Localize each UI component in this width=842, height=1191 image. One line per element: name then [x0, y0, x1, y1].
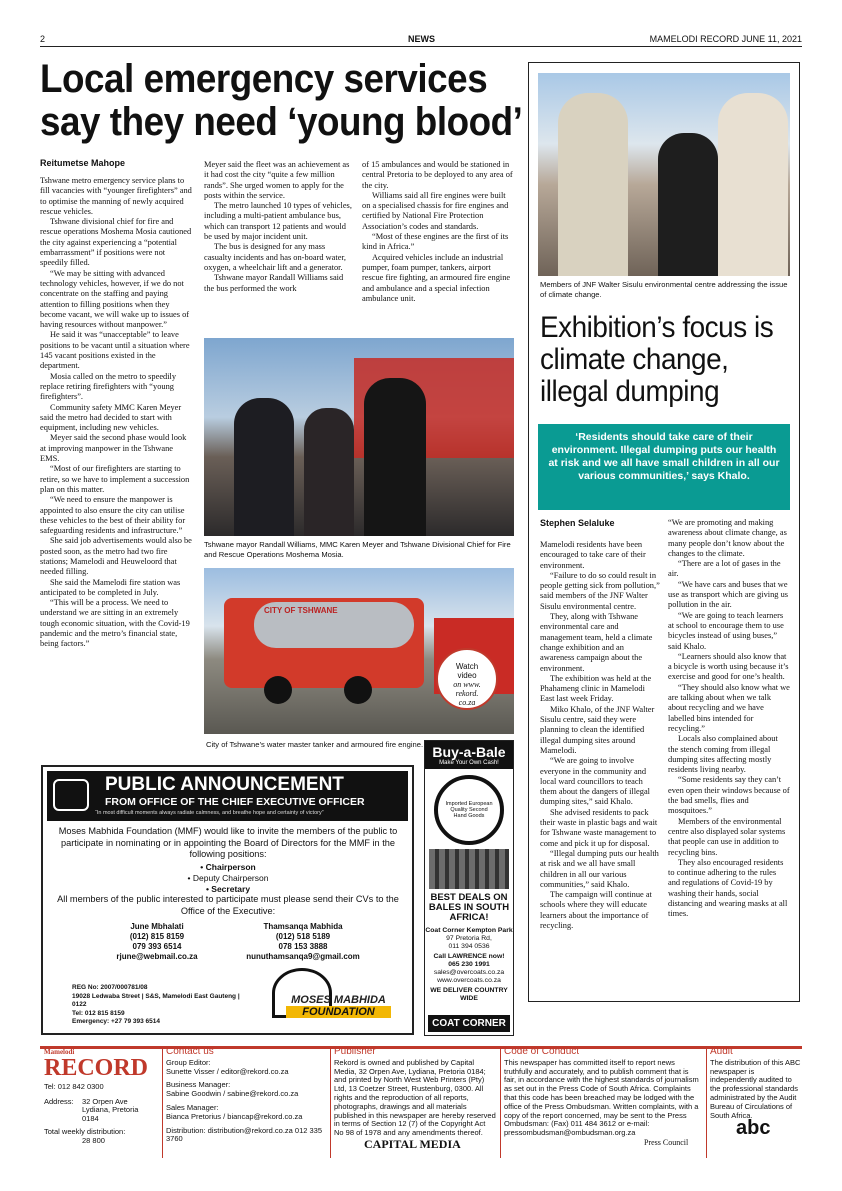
ad-address: 19028 Ledwaba Street | S&S, Mamelodi East Gauteng | 0122: [72, 992, 240, 1008]
ad-tel: Tel: 012 815 8159: [72, 1009, 125, 1017]
article-paragraph: Tshwane metro emergency service plans to fill vacancies with “younger firefighters” and to optimise the manning of newly acquired rescue vehicles.: [40, 176, 192, 216]
article-paragraph: “Most of these engines are the first of its kind in Africa.”: [362, 232, 509, 252]
wheel: [264, 676, 292, 704]
article-paragraph: She said the Mamelodi fire station was anticipated to be completed in July.: [40, 577, 181, 597]
code-text: This newspaper has committed itself to report news truthfully and accurately, and to publish comment that is fair, in accordance with the highest standards of journalism as set out in the Press Code of South Africa. Complaints that this code has been breached may be lodged with the office of the Press Ombudsman. Written complaints, with a copy of the report concerned, may be sent to the Press Ombudsman: (Fax) 011 484 3612 or e-mail: pressombudsman@ombudsman.org.za: [504, 1057, 699, 1138]
headline-line-2: say they need ‘young blood’: [40, 100, 523, 144]
logo-text: FOUNDATION: [286, 1006, 391, 1018]
badge-line: rekord.: [455, 689, 479, 698]
footer-masthead: [44, 1048, 156, 1146]
bale-contacts: [425, 927, 513, 1003]
article-paragraph: “This will be a process. We need to understand we are sitting in an extremely tough economic situation, with the Covid-19 pandemic and the metro’s financial state, being factors.”: [40, 598, 190, 649]
tanker-drum: CITY OF TSHWANE: [254, 602, 414, 648]
officials-photo: [204, 338, 514, 536]
badge-line: co.za: [458, 698, 476, 707]
section-label: NEWS: [408, 34, 435, 44]
person-silhouette: [558, 93, 628, 276]
person-silhouette: [658, 133, 718, 276]
article-paragraph: “Learners should also know that a bicycle is worth using because it’s exercise and good for one’s health.: [668, 651, 789, 682]
ad-intro: Moses Mabhida Foundation (MMF) would like to invite the members of the public to participate in nominating or in appointing the Board of Directors for the MMF in the following positions:: [58, 826, 398, 859]
distribution-label: Total weekly distribution:: [44, 1126, 126, 1136]
jnf-caption: Members of JNF Walter Sisulu environmental centre addressing the issue of climate change.: [540, 280, 788, 299]
main-column-1: [40, 176, 192, 756]
article-paragraph: Acquired vehicles include an industrial pumper, foam pumper, tankers, airport rescue fire fighting, an armoured fire engine and ambulance and a special infection ambulance unit.: [362, 252, 511, 303]
footer-publisher: [334, 1048, 496, 1149]
logo-text: MOSES MABHIDA: [291, 994, 386, 1006]
badge-line: on www.: [453, 680, 481, 689]
bale-deliver: WE DELIVER COUNTRY WIDE: [430, 987, 508, 1002]
publisher-title: Publisher: [334, 1046, 376, 1057]
article-paragraph: The exhibition was held at the Phahameng clinic in Mamelodi East last week Friday.: [540, 673, 652, 704]
article-paragraph: “They should also know what we are talking about when we talk about recycling and we have labelled bins intended for recycling.”: [668, 682, 790, 733]
article-paragraph: of 15 ambulances and would be stationed in central Pretoria to be deployed to any area of the city.: [362, 160, 513, 190]
distribution-value: 28 800: [82, 1135, 105, 1145]
ad-subtitle: FROM OFFICE OF THE CHIEF EXECUTIVE OFFICER: [105, 796, 365, 808]
article-paragraph: “We may be sitting with advanced technology vehicles, however, if we do not concentrate on the staffing and paying attention to filling positions when they become vacant, we will wake up to issues of having resources without manpower.”: [40, 268, 190, 330]
business-manager[interactable]: Sabine Goodwin / sabine@rekord.co.za: [166, 1089, 299, 1099]
page-number: 2: [40, 34, 46, 44]
bale-call: Call LAWRENCE now!: [433, 953, 505, 960]
buy-a-bale-ad: [424, 740, 514, 1036]
article-paragraph: “We are going to teach learners at school to encourage them to use bicycles instead of using buses,” said Khalo.: [668, 610, 784, 651]
record-logo: RECORD: [44, 1054, 149, 1081]
contact-email[interactable]: rjune@webmail.co.za: [116, 952, 198, 961]
side-column-2: [668, 518, 790, 998]
article-paragraph: She advised residents to pack their waste in plastic bags and wait for Tshwane waste management to come and pick it up for disposal.: [540, 807, 658, 848]
megaphone-icon: [53, 779, 89, 811]
jnf-members-photo: [538, 73, 790, 276]
audit-text: The distribution of this ABC newspaper is independently audited to the professional standards administrated by the Audit Bureau of Circulations of South Africa.: [710, 1057, 801, 1120]
bale-address: 97 Pretoria Rd,: [446, 935, 492, 942]
article-paragraph: They also encouraged residents to continue adhering to the rules and regulations of Covid-19 by washing their hands, social distancing and wearing masks at all times.: [668, 857, 788, 919]
pull-quote: ‘Residents should take care of their environment. Illegal dumping puts our health at risk and we all have small children in all our various communities,’ says Khalo.: [538, 424, 790, 510]
address-lines: [82, 1098, 138, 1124]
business-manager-label: Business Manager:: [166, 1080, 231, 1090]
article-paragraph: The bus is designed for any mass casualty incidents and has on-board water, oxygen, a wheelchair lift and a generator.: [204, 242, 346, 272]
bale-mobile: 065 230 1991: [448, 961, 490, 968]
footer-address: [44, 1098, 156, 1124]
contact-tel: (012) 815 8159: [129, 932, 185, 941]
position-item: • Chairperson: [200, 862, 256, 872]
side-byline: Stephen Selaluke: [540, 518, 615, 528]
footer-tel: Tel: 012 842 0300: [44, 1081, 104, 1091]
ad-title: PUBLIC ANNOUNCEMENT: [105, 774, 344, 795]
article-paragraph: “There are a lot of gases in the air.: [668, 559, 781, 579]
badge-line: video: [457, 671, 477, 680]
contact-june: [92, 922, 222, 962]
footer-code: [504, 1048, 702, 1148]
article-paragraph: Mosia called on the metro to speedily replace retiring firefighters with “young firefighters”.: [40, 371, 177, 402]
ad-banner: [47, 771, 408, 821]
headline-line-1: Local emergency services: [40, 57, 488, 101]
bale-title: Buy-a-Bale: [432, 744, 506, 760]
sales-manager[interactable]: Bianca Pretorius / biancap@rekord.co.za: [166, 1111, 303, 1121]
ad-registration: [72, 984, 247, 1027]
bale-tag: Make Your Own Cash!: [439, 760, 499, 766]
article-paragraph: Miko Khalo, of the JNF Walter Sisulu centre, said they were planning to clean the identified illegal dumping sites around Mamelodi.: [540, 704, 655, 755]
article-paragraph: Tshwane divisional chief for fire and rescue operations Moshema Mosia cautioned the city against experiencing a “potential embarrassment” if positions were not speedily filled.: [40, 217, 192, 268]
press-council-logo: Press Council: [644, 1137, 689, 1147]
article-paragraph: “We are going to involve everyone in the community and local ward councillors to teach them about the dangers of illegal dumping sites,” said Khalo.: [540, 756, 651, 807]
group-editor-label: Group Editor:: [166, 1057, 211, 1067]
quality-seal: Imported European Quality Second Hand Goods: [434, 775, 504, 845]
tanker-caption: City of Tshwane’s water master tanker and armoured fire engine.: [206, 740, 424, 749]
article-paragraph: “We have cars and buses that we use as transport which are giving us pollution in the air.: [668, 579, 789, 610]
article-paragraph: She said job advertisements would also be posted soon, as the metro had two fire stations; Mamelodi and Heuweloord that needed filling.: [40, 536, 192, 577]
sales-manager-label: Sales Manager:: [166, 1102, 219, 1112]
side-headline: Exhibition’s focus is climate change, illegal dumping: [540, 311, 774, 408]
article-paragraph: Members of the environmental centre also displayed solar systems that people can use in addition to recycling bins.: [668, 816, 786, 857]
ad-emergency: Emergency: +27 79 393 6514: [72, 1018, 160, 1025]
footer-separator: [162, 1048, 163, 1158]
footer-contact: [166, 1048, 324, 1144]
article-paragraph: “We are promoting and making awareness about climate change, as many people don’t know about the changes to the climate.: [668, 518, 787, 558]
contact-thamsanqa: [228, 922, 378, 962]
main-column-3: [362, 160, 514, 336]
wheel: [344, 676, 372, 704]
publisher-text: Rekord is owned and published by Capital Media, 32 Orpen Ave, Lydiana, Pretoria 0184; and printed by North West Web Printers (Pty) Ltd, 13 Coetzer Street, Rustenburg, 0300. All rights and the reproduction of all reports, photographs, drawings and all materials published in this newspaper are hereby reserved in terms of Section 12 (7) of the Copyright Act No 98 of 1978 and any amendments thereof.: [334, 1057, 496, 1138]
article-paragraph: Mamelodi residents have been encouraged to take care of their environment.: [540, 540, 646, 570]
reg-no: REG No: 2007/000781/08: [72, 984, 148, 991]
bale-tel: 011 394 0536: [448, 943, 490, 950]
main-column-2: [204, 160, 352, 336]
masthead-date: MAMELODI RECORD JUNE 11, 2021: [649, 34, 802, 44]
article-paragraph: Locals also complained about the stench coming from illegal dumping sites affecting mostly residents living nearby.: [668, 734, 778, 775]
address-line: 32 Orpen Ave: [82, 1096, 128, 1106]
article-paragraph: “Illegal dumping puts our health at risk and we all have small children in all our various communities,” said Khalo.: [540, 848, 659, 889]
address-line: Lydiana, Pretoria: [82, 1105, 139, 1115]
article-paragraph: Williams said all fire engines were built on a specialised chassis for fire engines and certified by National Fire Protection Association’s codes and standards.: [362, 190, 509, 231]
bales-image: [429, 849, 509, 889]
article-paragraph: “Some residents say they can’t even open their windows because of the bad smells, flies and mosquitoes.”: [668, 775, 790, 816]
main-byline: Reitumetse Mahope: [40, 158, 126, 168]
article-paragraph: The campaign will continue at schools where they will educate learners about the importance of recycling.: [540, 890, 652, 930]
badge-line: Watch: [455, 662, 479, 671]
article-paragraph: Meyer said the second phase would look at improving manpower in the Tshwane EMS.: [40, 433, 187, 464]
contact-tel: 079 393 6514: [132, 942, 182, 951]
article-paragraph: He said it was “unacceptable” to leave positions to be vacant until a situation where 145 vacant positions existed in the department.: [40, 330, 190, 371]
contact-tel: 078 153 3888: [278, 942, 328, 951]
article-paragraph: They, along with Tshwane environmental care and management team, held a climate change exhibition and an awareness campaign about the environment.: [540, 612, 653, 673]
position-item: • Secretary: [205, 884, 251, 894]
article-paragraph: Meyer said the fleet was an achievement as it had cost the city “quite a few million rands”. She urged women to apply for the posts within the service.: [204, 160, 350, 200]
footer-separator: [330, 1048, 331, 1158]
header-rule: [40, 46, 802, 47]
footer-separator: [706, 1048, 707, 1158]
article-paragraph: “Most of our firefighters are starting to retire, so we have to implement a succession plan on this matter.: [40, 464, 190, 494]
code-title: Code of Conduct: [504, 1046, 580, 1057]
bale-email[interactable]: sales@overcoats.co.za: [433, 969, 505, 976]
mmf-logo: [286, 994, 391, 1018]
person-silhouette: [234, 398, 294, 536]
person-silhouette: [304, 408, 354, 536]
person-silhouette: [718, 93, 788, 276]
ad-cv-text: All members of the public interested to participate must please send their CVs to the Office of the Executive:: [57, 894, 399, 916]
main-headline: [40, 57, 523, 144]
officials-caption: Tshwane mayor Randall Williams, MMC Karen Meyer and Tshwane Divisional Chief for Fire and Rescue Operations Moshema Mosia.: [204, 540, 511, 559]
bale-web[interactable]: www.overcoats.co.za: [437, 977, 501, 984]
contact-email[interactable]: nunuthamsanqa9@gmail.com: [246, 952, 360, 961]
bale-store: Coat Corner Kempton Park: [425, 927, 513, 934]
address-line: 0184: [82, 1114, 99, 1124]
article-paragraph: “Failure to do so could result in people getting sick from pollution,” said members of the JNF Walter Sisulu environmental centre.: [540, 570, 660, 611]
article-paragraph: The metro launched 10 types of vehicles, including a multi-patient ambulance bus, which can transport 12 patients and would be used by major incident unit.: [204, 201, 352, 242]
watch-video-badge[interactable]: [436, 648, 498, 710]
audit-title: Audit: [710, 1046, 733, 1057]
contact-tel: (012) 518 5189: [275, 932, 331, 941]
bale-header: [425, 741, 513, 769]
ad-positions: [56, 862, 400, 895]
tanker-photo: [204, 568, 514, 734]
footer-separator: [500, 1048, 501, 1158]
side-column-1: [540, 540, 660, 998]
abc-logo: abc: [736, 1117, 771, 1140]
footer-audit: [710, 1046, 802, 1140]
distribution-contact[interactable]: Distribution: distribution@rekord.co.za 012 335 3760: [166, 1125, 323, 1144]
logo-small: Mamelodi: [44, 1048, 75, 1056]
contact-name: June Mbhalati: [130, 922, 184, 931]
contact-name: Thamsanqa Mabhida: [263, 922, 343, 931]
address-label: Address:: [44, 1096, 74, 1106]
capital-media-logo: CAPITAL MEDIA: [364, 1136, 461, 1151]
ad-tagline: “In most difficult moments always radiate calmness, and breathe hope and certainty of victory”: [95, 810, 324, 816]
position-item: • Deputy Chairperson: [187, 873, 269, 883]
group-editor[interactable]: Sunette Visser / editor@rekord.co.za: [166, 1066, 289, 1076]
article-paragraph: Tshwane mayor Randall Williams said the bus performed the work: [204, 273, 344, 293]
contact-title: Contact us: [166, 1046, 214, 1057]
article-paragraph: “We need to ensure the manpower is appointed to also ensure the city can utilise these vehicles to the best of their ability for safeguarding residents and infrastructure.”: [40, 495, 186, 536]
article-paragraph: Community safety MMC Karen Meyer said the metro had decided to start with equipment, including new vehicles.: [40, 402, 182, 433]
person-silhouette: [364, 378, 426, 536]
coat-corner-logo: COAT CORNER: [428, 1015, 510, 1032]
bale-deals: BEST DEALS ON BALES IN SOUTH AFRICA!: [428, 892, 510, 923]
